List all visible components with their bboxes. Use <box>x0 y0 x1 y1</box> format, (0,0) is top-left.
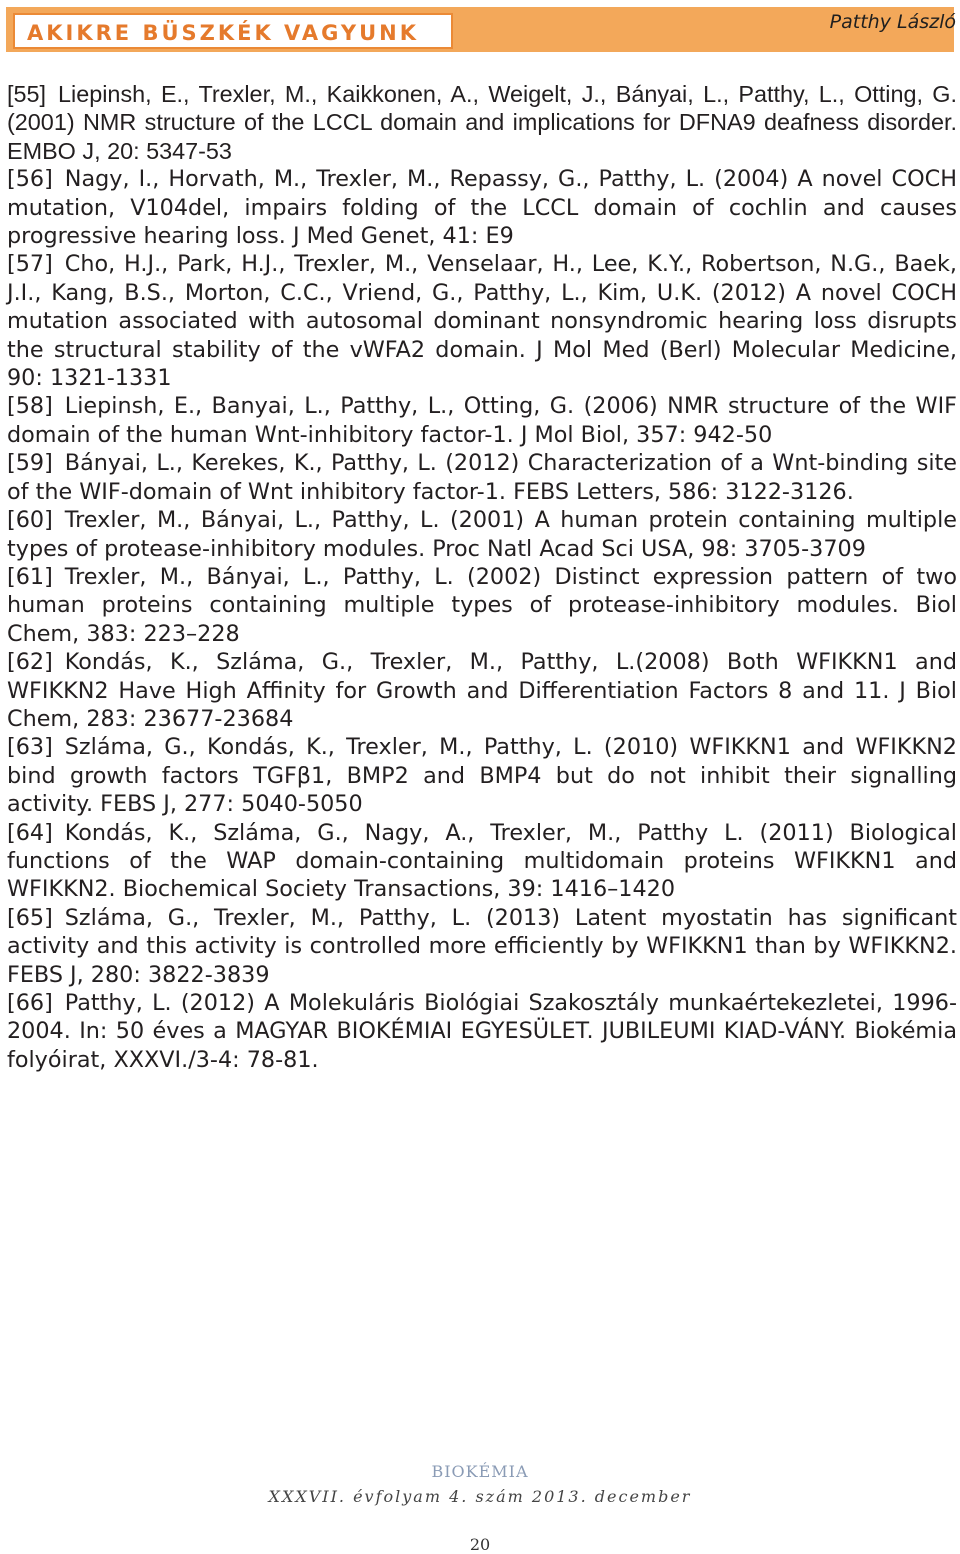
reference-text: Bányai, L., Kerekes, K., Patthy, L. (2012) Characterization of a Wnt-binding site of the WIF-domain of Wnt inhibitory factor-1. FEBS Letters, 586: 3122-3126. <box>7 450 957 505</box>
reference-number: [64] <box>7 819 53 846</box>
reference-text: Nagy, I., Horvath, M., Trexler, M., Repassy, G., Patthy, L. (2004) A novel COCH mutation, V104del, impairs folding of the LCCL domain of cochlin and causes progressive hearing loss. J Med Genet, 41: E9 <box>7 166 957 250</box>
page-author: Patthy László <box>829 11 956 33</box>
reference-number: [62] <box>7 649 53 676</box>
section-title-box <box>13 13 453 49</box>
reference-item <box>7 733 957 818</box>
reference-number: [60] <box>7 507 53 534</box>
reference-number: [55] <box>7 81 47 107</box>
reference-text: Kondás, K., Szláma, G., Trexler, M., Patthy, L.(2008) Both WFIKKN1 and WFIKKN2 Have High Affinity for Growth and Differentiation Factors 8 and 11. J Biol Chem, 283: 23677-23684 <box>7 649 957 732</box>
reference-text: Trexler, M., Bányai, L., Patthy, L. (2002) Distinct expression pattern of two human proteins containing multiple types of protease-inhibitory modules. Biol Chem, 383: 223–228 <box>7 563 957 647</box>
reference-item <box>7 449 957 506</box>
page-number: 20 <box>469 1535 491 1554</box>
footer-issue: XXXVII. évfolyam 4. szám 2013. december <box>268 1487 692 1506</box>
reference-text: Liepinsh, E., Trexler, M., Kaikkonen, A., Weigelt, J., Bányai, L., Patthy, L., Otting, G. (2001) NMR structure of the LCCL domain and implications for DFNA9 deafness disorder. EMBO J, 20: 5347-53 <box>7 81 957 164</box>
reference-text: Patthy, L. (2012) A Molekuláris Biológiai Szakosztály munkaértekezletei, 1996-2004. In: 50 éves a MAGYAR BIOKÉMIAI EGYESÜLET. JUBILEUMI KIAD-VÁNY. Biokémia folyóirat, XXXVI./3-4: 78-81. <box>7 990 957 1073</box>
reference-number: [57] <box>7 251 53 278</box>
reference-text: Liepinsh, E., Banyai, L., Patthy, L., Otting, G. (2006) NMR structure of the WIF domain of the human Wnt-inhibitory factor-1. J Mol Biol, 357: 942-50 <box>7 393 957 448</box>
reference-item <box>7 563 957 648</box>
reference-number: [65] <box>7 904 53 931</box>
reference-text: Kondás, K., Szláma, G., Nagy, A., Trexler, M., Patthy L. (2011) Biological functions of the WAP domain-containing multidomain proteins WFIKKN1 and WFIKKN2. Biochemical Society Transactions, 39: 1416–1420 <box>7 819 957 903</box>
reference-text: Szláma, G., Kondás, K., Trexler, M., Patthy, L. (2010) WFIKKN1 and WFIKKN2 bind growth factors TGFβ1, BMP2 and BMP4 but do not inhibit their signalling activity. FEBS J, 277: 5040-5050 <box>7 734 957 818</box>
reference-text: Cho, H.J., Park, H.J., Trexler, M., Venselaar, H., Lee, K.Y., Robertson, N.G., Baek, J.I., Kang, B.S., Morton, C.C., Vriend, G., Patthy, L., Kim, U.K. (2012) A novel COCH mutation associated with autosomal dominant nonsyndromic hearing loss disrupts the structural stability of the vWFA2 domain. J Mol Med (Berl) Molecular Medicine, 90: 1321-1331 <box>7 251 957 392</box>
reference-number: [66] <box>7 990 53 1016</box>
reference-number: [59] <box>7 450 53 477</box>
reference-item <box>7 392 957 449</box>
reference-number: [56] <box>7 166 53 193</box>
reference-text: Trexler, M., Bányai, L., Patthy, L. (2001) A human protein containing multiple types of protease-inhibitory modules. Proc Natl Acad Sci USA, 98: 3705-3709 <box>7 507 957 562</box>
section-title: AKIKRE BÜSZKÉK VAGYUNK <box>27 21 420 45</box>
reference-item <box>7 648 957 733</box>
reference-list <box>7 80 957 1074</box>
reference-item <box>7 506 957 563</box>
reference-item <box>7 80 957 165</box>
reference-number: [61] <box>7 563 53 590</box>
reference-item <box>7 904 957 989</box>
footer-journal-name: BIOKÉMIA <box>431 1462 529 1481</box>
reference-number: [58] <box>7 393 53 420</box>
reference-item <box>7 250 957 392</box>
reference-item <box>7 165 957 250</box>
reference-text: Szláma, G., Trexler, M., Patthy, L. (2013) Latent myostatin has significant activity and this activity is controlled more efficiently by WFIKKN1 than by WFIKKN2. FEBS J, 280: 3822-3839 <box>7 904 957 988</box>
reference-item <box>7 819 957 904</box>
reference-number: [63] <box>7 734 53 761</box>
reference-item <box>7 989 957 1074</box>
section-header-bar <box>6 7 954 52</box>
